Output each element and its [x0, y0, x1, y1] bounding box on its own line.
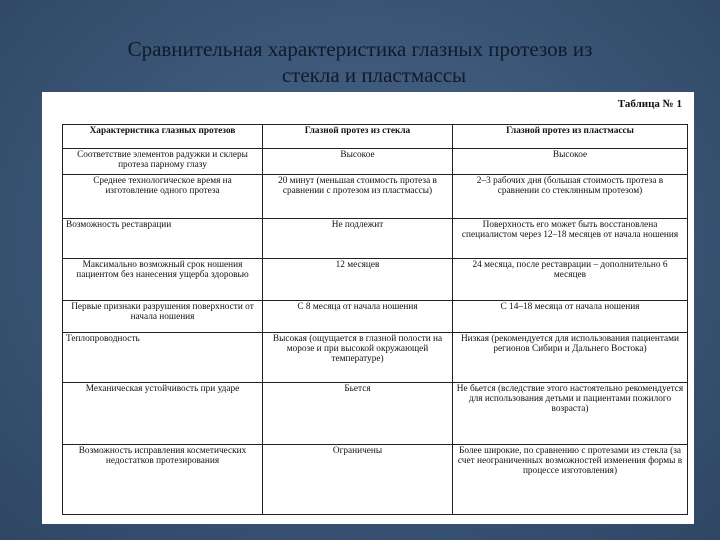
header-glass: Глазной протез из стекла [263, 125, 453, 149]
row-characteristic: Механическая устойчивость при ударе [63, 383, 263, 445]
row-characteristic: Возможность реставрации [63, 219, 263, 259]
table-row [63, 301, 688, 333]
table-header-row [63, 125, 688, 149]
row-glass-value: Бьется [263, 383, 453, 445]
row-glass-value: 12 месяцев [263, 259, 453, 301]
row-plastic-value: Низкая (рекомендуется для использования пациентами регионов Сибири и Дальнего Востока) [453, 333, 688, 383]
row-glass-value: Не подлежит [263, 219, 453, 259]
row-glass-value: Высокая (ощущается в глазной полости на морозе и при высокой окружающей температуре) [263, 333, 453, 383]
row-characteristic: Теплопроводность [63, 333, 263, 383]
slide-title-line-1: Сравнительная характеристика глазных протезов из [127, 37, 593, 61]
row-plastic-value: С 14–18 месяца от начала ношения [453, 301, 688, 333]
table-row [63, 175, 688, 219]
comparison-table [62, 124, 688, 515]
row-plastic-value: 24 месяца, после реставрации – дополнительно 6 месяцев [453, 259, 688, 301]
row-plastic-value: 2–3 рабочих дня (большая стоимость протеза в сравнении со стеклянным протезом) [453, 175, 688, 219]
table-row [63, 333, 688, 383]
row-plastic-value: Поверхность его может быть восстановлена специалистом через 12–18 месяцев от начала ношения [453, 219, 688, 259]
row-glass-value: Высокое [263, 149, 453, 175]
row-glass-value: Ограничены [263, 445, 453, 515]
row-glass-value: С 8 месяца от начала ношения [263, 301, 453, 333]
table-row [63, 219, 688, 259]
table-row [63, 149, 688, 175]
table-row [63, 383, 688, 445]
row-characteristic: Максимально возможный срок ношения пациентом без нанесения ущерба здоровью [63, 259, 263, 301]
table-caption: Таблица № 1 [617, 98, 682, 110]
header-plastic: Глазной протез из пластмассы [453, 125, 688, 149]
table-image [42, 92, 694, 524]
table-row [63, 259, 688, 301]
header-characteristic: Характеристика глазных протезов [63, 125, 263, 149]
row-characteristic: Соответствие элементов радужки и склеры протеза парному глазу [63, 149, 263, 175]
slide-title-line-2: стекла и пластмассы [281, 63, 467, 87]
row-characteristic: Среднее технологическое время на изготовление одного протеза [63, 175, 263, 219]
row-plastic-value: Высокое [453, 149, 688, 175]
row-characteristic: Первые признаки разрушения поверхности от начала ношения [63, 301, 263, 333]
row-characteristic: Возможность исправления косметических недостатков протезирования [63, 445, 263, 515]
table-row [63, 445, 688, 515]
row-plastic-value: Не бьется (вследствие этого настоятельно рекомендуется для использования детьми и пациентами пожилого возраста) [453, 383, 688, 445]
row-plastic-value: Более широкие, по сравнению с протезами из стекла (за счет неограниченных возможностей изменения формы в процессе изготовления) [453, 445, 688, 515]
slide-title [30, 36, 690, 88]
row-glass-value: 20 минут (меньшая стоимость протеза в сравнении с протезом из пластмассы) [263, 175, 453, 219]
